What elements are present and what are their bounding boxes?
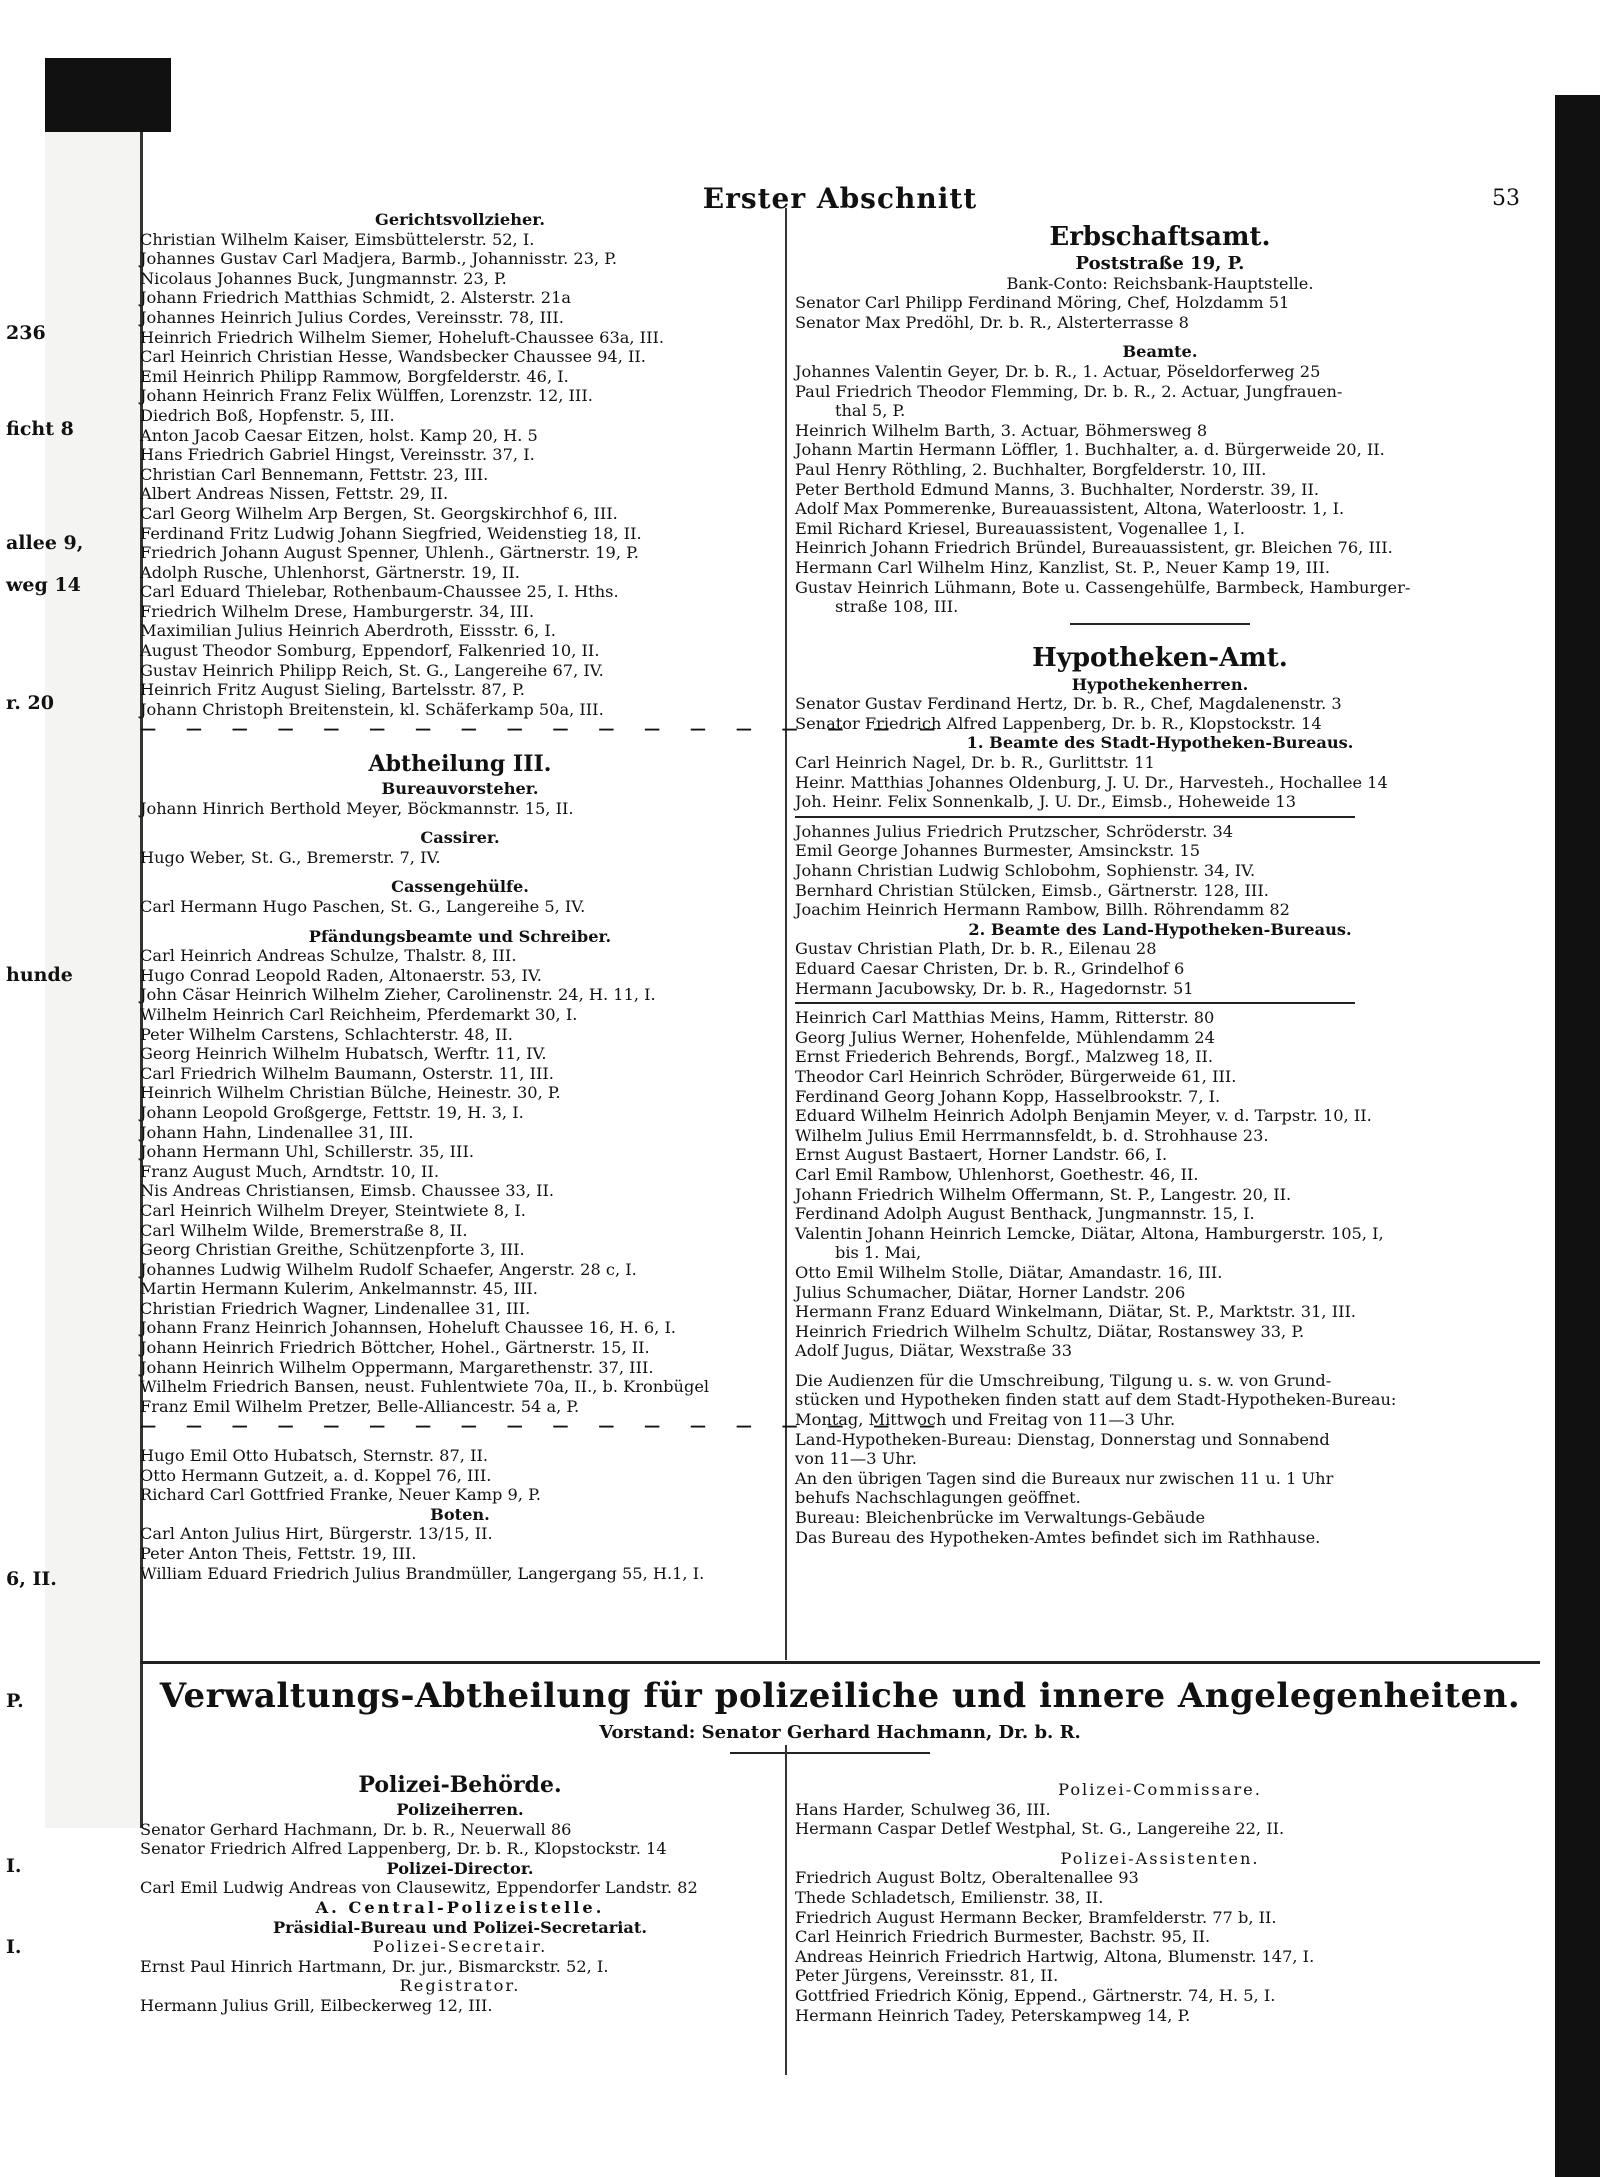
heading-assistenten: Polizei-Assistenten.	[1060, 1848, 1260, 1868]
dash-separator: — — — — — — — — — — — — — — — — — —	[140, 1416, 948, 1436]
list-item: Carl Eduard Thielebar, Rothenbaum-Chaussee 25, I. Hths.	[140, 582, 619, 602]
margin-fragment: I.	[6, 1936, 22, 1958]
left-margin-fragments	[0, 0, 135, 2177]
list-item: Hugo Conrad Leopold Raden, Altonaerstr. 53, IV.	[140, 965, 542, 985]
list-item: Senator Max Predöhl, Dr. b. R., Alsterterrasse 8	[795, 312, 1189, 332]
heading-pfaendungsbeamte: Pfändungsbeamte und Schreiber.	[308, 926, 612, 946]
column-divider	[785, 208, 787, 1660]
list-item: Nicolaus Johannes Buck, Jungmannstr. 23, P.	[140, 268, 507, 288]
list-item: Heinrich Friedrich Wilhelm Siemer, Hoheluft-Chaussee 63a, III.	[140, 327, 665, 347]
list-item: Ferdinand Adolph August Benthack, Jungmannstr. 15, I.	[795, 1204, 1255, 1224]
list-item: Christian Friedrich Wagner, Lindenallee 31, III.	[140, 1298, 531, 1318]
list-item: Heinrich Carl Matthias Meins, Hamm, Ritterstr. 80	[795, 1008, 1215, 1028]
list-item: Diedrich Boß, Hopfenstr. 5, III.	[140, 405, 395, 425]
right-column	[795, 220, 1525, 1547]
dash-separator: — — — — — — — — — — — — — — — — — —	[140, 719, 948, 739]
list-item: Carl Heinrich Andreas Schulze, Thalstr. 8, III.	[140, 946, 517, 966]
erbschaftsamt-address: Poststraße 19, P.	[1075, 253, 1245, 274]
list-item: Hermann Franz Eduard Winkelmann, Diätar, St. P., Marktstr. 31, III.	[795, 1302, 1357, 1322]
list-polizeiherren	[140, 1820, 780, 1859]
list-item: Senator Carl Philipp Ferdinand Möring, Chef, Holzdamm 51	[795, 293, 1290, 313]
list-item: Johannes Gustav Carl Madjera, Barmb., Johannisstr. 23, P.	[140, 249, 618, 269]
list-item: bis 1. Mai,	[835, 1243, 922, 1263]
list-beamte	[795, 362, 1525, 617]
list-item: Georg Heinrich Wilhelm Hubatsch, Werftr. 11, IV.	[140, 1044, 547, 1064]
list-item: Peter Jürgens, Vereinsstr. 81, II.	[795, 1966, 1059, 1986]
list-item: Hans Harder, Schulweg 36, III.	[795, 1799, 1051, 1819]
list-item: Hans Friedrich Gabriel Hingst, Vereinsstr. 37, I.	[140, 445, 535, 465]
list-item: Friedrich Johann August Spenner, Uhlenh., Gärtnerstr. 19, P.	[140, 543, 639, 563]
list-stadt	[795, 753, 1525, 812]
list-item: Adolf Jugus, Diätar, Wexstraße 33	[795, 1341, 1072, 1361]
list-item: Christian Carl Bennemann, Fettstr. 23, III.	[140, 464, 489, 484]
heading-land-bureau: 2. Beamte des Land-Hypotheken-Bureaus.	[968, 919, 1352, 939]
heading-polizei-behoerde: Polizei-Behörde.	[358, 1772, 562, 1798]
list-item: Bernhard Christian Stülcken, Eimsb., Gärtnerstr. 128, III.	[795, 880, 1269, 900]
list-item: Das Bureau des Hypotheken-Amtes befindet sich im Rathhause.	[795, 1527, 1321, 1547]
heading-hypothekenherren: Hypothekenherren.	[1071, 674, 1249, 694]
list-item: John Cäsar Heinrich Wilhelm Zieher, Carolinenstr. 24, H. 11, I.	[140, 985, 656, 1005]
list-item: thal 5, P.	[835, 401, 906, 421]
list-item: Otto Emil Wilhelm Stolle, Diätar, Amandastr. 16, III.	[795, 1262, 1223, 1282]
list-item: behufs Nachschlagungen geöffnet.	[795, 1488, 1081, 1508]
list-item: Die Audienzen für die Umschreibung, Tilgung u. s. w. von Grund-	[795, 1370, 1332, 1390]
list-item: Johann Christian Ludwig Schlobohm, Sophienstr. 34, IV.	[795, 861, 1256, 881]
divider	[795, 1002, 1355, 1004]
list-item: Carl Hermann Hugo Paschen, St. G., Langereihe 5, IV.	[140, 897, 586, 916]
list-item: William Eduard Friedrich Julius Brandmüller, Langergang 55, H.1, I.	[140, 1563, 705, 1583]
bottom-section-title: Verwaltungs-Abtheilung für polizeiliche und innere Angelegenheiten.	[159, 1676, 1521, 1716]
list-land-2	[795, 1008, 1525, 1361]
list-item: Emil Richard Kriesel, Bureauassistent, Vogenallee 1, I.	[795, 518, 1245, 538]
heading-hypotheken-amt: Hypotheken-Amt.	[1032, 642, 1288, 673]
list-item: Heinr. Matthias Johannes Oldenburg, J. U. Dr., Harvesteh., Hochallee 14	[795, 772, 1388, 792]
heading-commissare: Polizei-Commissare.	[1058, 1780, 1262, 1799]
margin-fragment: P.	[6, 1690, 24, 1712]
list-extra	[140, 1446, 780, 1505]
list-item: Hugo Weber, St. G., Bremerstr. 7, IV.	[140, 847, 441, 867]
list-item: Bureau: Bleichenbrücke im Verwaltungs-Gebäude	[795, 1508, 1206, 1528]
list-item: Hermann Carl Wilhelm Hinz, Kanzlist, St. P., Neuer Kamp 19, III.	[795, 557, 1330, 577]
list-registrator	[140, 1996, 780, 2016]
list-item: Thede Schladetsch, Emilienstr. 38, II.	[795, 1887, 1104, 1907]
list-item: Adolph Rusche, Uhlenhorst, Gärtnerstr. 19, II.	[140, 562, 520, 582]
margin-fragment: allee 9,	[6, 532, 84, 554]
list-item: Emil George Johannes Burmester, Amsinckstr. 15	[795, 841, 1201, 861]
list-item: Johann Friedrich Matthias Schmidt, 2. Alsterstr. 21a	[140, 288, 572, 308]
bottom-left-column	[140, 1770, 780, 2016]
list-item: Johann Heinrich Wilhelm Oppermann, Margarethenstr. 37, III.	[140, 1357, 654, 1377]
list-item: Maximilian Julius Heinrich Aberdroth, Eissstr. 6, I.	[140, 621, 556, 641]
list-item: Carl Wilhelm Wilde, Bremerstraße 8, II.	[140, 1220, 468, 1240]
list-item: Eduard Wilhelm Heinrich Adolph Benjamin Meyer, v. d. Tarpstr. 10, II.	[795, 1106, 1372, 1126]
list-item: Georg Julius Werner, Hohenfelde, Mühlendamm 24	[795, 1027, 1215, 1047]
section-rule	[140, 1661, 1540, 1664]
list-item: Friedrich August Hermann Becker, Bramfelderstr. 77 b, II.	[795, 1907, 1277, 1927]
list-boten	[140, 1524, 780, 1583]
list-item: Julius Schumacher, Diätar, Horner Landstr. 206	[795, 1282, 1186, 1302]
list-item: Johann Heinrich Friedrich Böttcher, Hohel., Gärtnerstr. 15, II.	[140, 1338, 650, 1358]
list-item: Martin Hermann Kulerim, Ankelmannstr. 45, III.	[140, 1279, 538, 1299]
list-item: Gustav Heinrich Lühmann, Bote u. Cassengehülfe, Barmbeck, Hamburger-	[795, 577, 1411, 597]
list-item: Theodor Carl Heinrich Schröder, Bürgerweide 61, III.	[795, 1066, 1237, 1086]
list-item: Johann Friedrich Wilhelm Offermann, St. P., Langestr. 20, II.	[795, 1184, 1292, 1204]
heading-cassengehuelfe: Cassengehülfe.	[391, 877, 529, 897]
list-hypothekenherren	[795, 694, 1525, 733]
heading-polizei-director: Polizei-Director.	[386, 1858, 534, 1878]
list-item: Heinrich Wilhelm Christian Bülche, Heinestr. 30, P.	[140, 1083, 561, 1103]
divider	[730, 1752, 930, 1754]
divider	[795, 816, 1355, 818]
list-item: Johann Franz Heinrich Johannsen, Hoheluft Chaussee 16, H. 6, I.	[140, 1318, 676, 1338]
list-item: von 11—3 Uhr.	[795, 1449, 917, 1469]
list-assistenten	[795, 1868, 1525, 2025]
list-item: Peter Berthold Edmund Manns, 3. Buchhalter, Norderstr. 39, II.	[795, 479, 1320, 499]
list-item: Johann Heinrich Franz Felix Wülffen, Lorenzstr. 12, III.	[140, 386, 593, 406]
list-item: August Theodor Somburg, Eppendorf, Falkenried 10, II.	[140, 641, 600, 661]
list-item: Richard Carl Gottfried Franke, Neuer Kamp 9, P.	[140, 1485, 541, 1505]
list-item: Ernst Paul Hinrich Hartmann, Dr. jur., Bismarckstr. 52, I.	[140, 1956, 609, 1976]
heading-erbschaftsamt: Erbschaftsamt.	[1049, 222, 1271, 252]
list-item: Carl Heinrich Nagel, Dr. b. R., Gurlittstr. 11	[795, 753, 1155, 773]
list-item: Carl Emil Rambow, Uhlenhorst, Goethestr. 46, II.	[795, 1164, 1199, 1184]
list-item: Wilhelm Heinrich Carl Reichheim, Pferdemarkt 30, I.	[140, 1004, 578, 1024]
list-senators	[795, 293, 1525, 332]
list-item: Senator Gerhard Hachmann, Dr. b. R., Neuerwall 86	[140, 1819, 572, 1839]
list-item: Senator Friedrich Alfred Lappenberg, Dr. b. R., Klopstockstr. 14	[140, 1839, 667, 1859]
list-item: Heinrich Friedrich Wilhelm Schultz, Diätar, Rostanswey 33, P.	[795, 1321, 1305, 1341]
list-item: Johann Martin Hermann Löffler, 1. Buchhalter, a. d. Bürgerweide 20, II.	[795, 440, 1385, 460]
list-item: Otto Hermann Gutzeit, a. d. Koppel 76, III.	[140, 1465, 492, 1485]
list-item: Albert Andreas Nissen, Fettstr. 29, II.	[140, 484, 449, 504]
list-item: Carl Heinrich Wilhelm Dreyer, Steintwiete 8, I.	[140, 1200, 526, 1220]
list-item: Wilhelm Friedrich Bansen, neust. Fuhlentwiete 70a, II., b. Kronbügel	[140, 1377, 710, 1397]
heading-praesidial: Präsidial-Bureau und Polizei-Secretariat.	[272, 1917, 648, 1937]
list-item: Carl Heinrich Christian Hesse, Wandsbecker Chaussee 94, II.	[140, 347, 646, 367]
list-item: stücken und Hypotheken finden statt auf dem Stadt-Hypotheken-Bureau:	[795, 1390, 1397, 1410]
bank-conto: Bank-Conto: Reichsbank-Hauptstelle.	[1006, 273, 1314, 293]
list-item: Johann Leopold Großgerge, Fettstr. 19, H. 3, I.	[140, 1102, 524, 1122]
margin-fragment: 236	[6, 322, 46, 344]
list-item: Eduard Caesar Christen, Dr. b. R., Grindelhof 6	[795, 959, 1185, 978]
list-item: Peter Anton Theis, Fettstr. 19, III.	[140, 1544, 417, 1563]
heading-beamte: Beamte.	[1122, 342, 1198, 362]
list-item: Joh. Heinr. Felix Sonnenkalb, J. U. Dr., Eimsb., Hoheweide 13	[795, 792, 1296, 812]
margin-fragment: ficht 8	[6, 418, 74, 440]
list-item: Andreas Heinrich Friedrich Hartwig, Altona, Blumenstr. 147, I.	[795, 1946, 1315, 1966]
notes	[795, 1371, 1525, 1547]
list-item: Franz August Much, Arndtstr. 10, II.	[140, 1161, 439, 1181]
list-item: Johann Hahn, Lindenallee 31, III.	[140, 1122, 414, 1142]
list-commissare	[795, 1800, 1525, 1839]
list-item: Montag, Mittwoch und Freitag von 11—3 Uhr.	[795, 1410, 1176, 1430]
list-item: Franz Emil Wilhelm Pretzer, Belle-Alliancestr. 54 a, P.	[140, 1396, 580, 1416]
list-land	[795, 939, 1525, 998]
list-item: Carl Georg Wilhelm Arp Bergen, St. Georgskirchhof 6, III.	[140, 503, 618, 523]
list-item: Wilhelm Julius Emil Herrmannsfeldt, b. d. Strohhause 23.	[795, 1125, 1269, 1145]
list-item: Johannes Ludwig Wilhelm Rudolf Schaefer, Angerstr. 28 c, I.	[140, 1259, 637, 1279]
scan-border-right	[1555, 95, 1600, 2177]
list-item: Friedrich August Boltz, Oberaltenallee 93	[795, 1868, 1139, 1888]
heading-polizeiherren: Polizeiherren.	[396, 1800, 524, 1819]
list-item: Paul Henry Röthling, 2. Buchhalter, Borgfelderstr. 10, III.	[795, 459, 1267, 479]
heading-stadt-bureau: 1. Beamte des Stadt-Hypotheken-Bureaus.	[966, 733, 1354, 753]
list-item: Johann Hinrich Berthold Meyer, Böckmannstr. 15, II.	[140, 798, 574, 818]
list-item: Peter Wilhelm Carstens, Schlachterstr. 48, II.	[140, 1024, 513, 1044]
list-item: Johannes Heinrich Julius Cordes, Vereinsstr. 78, III.	[140, 307, 564, 327]
list-item: Emil Heinrich Philipp Rammow, Borgfelderstr. 46, I.	[140, 366, 569, 386]
list-item: Gustav Christian Plath, Dr. b. R., Eilenau 28	[795, 939, 1157, 959]
list-item: Georg Christian Greithe, Schützenpforte 3, III.	[140, 1240, 525, 1260]
heading-secretair: Polizei-Secretair.	[372, 1937, 548, 1957]
heading-cassirer: Cassirer.	[420, 828, 500, 848]
list-item: Ferdinand Fritz Ludwig Johann Siegfried, Weidenstieg 18, II.	[140, 523, 642, 543]
list-item: Johannes Valentin Geyer, Dr. b. R., 1. Actuar, Pöseldorferweg 25	[795, 361, 1321, 381]
bottom-right-column	[795, 1770, 1525, 2025]
margin-fragment: hunde	[6, 964, 73, 986]
margin-fragment: weg 14	[6, 574, 81, 596]
margin-fragment: I.	[6, 1855, 22, 1877]
list-item: Senator Friedrich Alfred Lappenberg, Dr. b. R., Klopstockstr. 14	[795, 713, 1322, 733]
list-item: Carl Anton Julius Hirt, Bürgerstr. 13/15, II.	[140, 1524, 493, 1544]
list-item: Adolf Max Pommerenke, Bureauassistent, Altona, Waterloostr. 1, I.	[795, 499, 1345, 519]
list-item: Christian Wilhelm Kaiser, Eimsbüttelerstr. 52, I.	[140, 229, 535, 249]
list-stadt-2	[795, 822, 1525, 920]
list-item: Friedrich Wilhelm Drese, Hamburgerstr. 34, III.	[140, 601, 535, 621]
vorstand-line: Vorstand: Senator Gerhard Hachmann, Dr. b. R.	[599, 1722, 1081, 1743]
column-divider	[785, 1745, 787, 2075]
list-item: straße 108, III.	[835, 597, 959, 617]
heading-bureauvorsteher: Bureauvorsteher.	[381, 779, 539, 799]
list-secretair	[140, 1957, 780, 1977]
page-number: 53	[1492, 186, 1520, 211]
margin-fragment: 6, II.	[6, 1568, 57, 1590]
list-item: Johann Hermann Uhl, Schillerstr. 35, III.	[140, 1142, 474, 1162]
list-item: Anton Jacob Caesar Eitzen, holst. Kamp 20, H. 5	[140, 425, 538, 445]
heading-registrator: Registrator.	[399, 1976, 521, 1996]
divider	[1070, 623, 1250, 625]
list-item: Hermann Julius Grill, Eilbeckerweg 12, III.	[140, 1995, 493, 2015]
list-item: Johann Christoph Breitenstein, kl. Schäferkamp 50a, III.	[140, 699, 604, 719]
list-item: Hermann Jacubowsky, Dr. b. R., Hagedornstr. 51	[795, 978, 1194, 998]
list-item: Joachim Heinrich Hermann Rambow, Billh. Röhrendamm 82	[795, 900, 1290, 920]
section-header: Erster Abschnitt	[702, 182, 978, 215]
list-item: Hugo Emil Otto Hubatsch, Sternstr. 87, II.	[140, 1446, 489, 1466]
heading-abtheilung: Abtheilung III.	[368, 751, 552, 778]
heading-central-polizeistelle: A. Central-Polizeistelle.	[315, 1897, 605, 1917]
list-item: Valentin Johann Heinrich Lemcke, Diätar, Altona, Hamburgerstr. 105, I,	[795, 1223, 1384, 1243]
list-item: Gustav Heinrich Philipp Reich, St. G., Langereihe 67, IV.	[140, 660, 604, 680]
list-item: Johannes Julius Friedrich Prutzscher, Schröderstr. 34	[795, 821, 1234, 841]
list-item: Senator Gustav Ferdinand Hertz, Dr. b. R., Chef, Magdalenenstr. 3	[795, 694, 1342, 714]
list-item: Hermann Heinrich Tadey, Peterskampweg 14, P.	[795, 2005, 1191, 2025]
list-item: Land-Hypotheken-Bureau: Dienstag, Donnerstag und Sonnabend	[795, 1429, 1330, 1449]
list-item: Ernst Friederich Behrends, Borgf., Malzweg 18, II.	[795, 1047, 1214, 1067]
heading-boten: Boten.	[430, 1504, 490, 1524]
list-item: Heinrich Johann Friedrich Bründel, Bureauassistent, gr. Bleichen 76, III.	[795, 538, 1393, 558]
list-pfaendungsbeamte	[140, 946, 780, 1416]
list-item: Carl Emil Ludwig Andreas von Clausewitz, Eppendorfer Landstr. 82	[140, 1878, 698, 1898]
list-item: Carl Friedrich Wilhelm Baumann, Osterstr. 11, III.	[140, 1063, 554, 1083]
list-item: Nis Andreas Christiansen, Eimsb. Chaussee 33, II.	[140, 1181, 555, 1201]
list-director	[140, 1878, 780, 1898]
heading-gerichtsvollzieher: Gerichtsvollzieher.	[375, 210, 545, 229]
list-item: Hermann Caspar Detlef Westphal, St. G., Langereihe 22, II.	[795, 1819, 1285, 1839]
list-item: Heinrich Wilhelm Barth, 3. Actuar, Böhmersweg 8	[795, 420, 1208, 440]
list-item: Gottfried Friedrich König, Eppend., Gärtnerstr. 74, H. 5, I.	[795, 1985, 1276, 2005]
margin-fragment: r. 20	[6, 692, 54, 714]
list-item: Paul Friedrich Theodor Flemming, Dr. b. R., 2. Actuar, Jungfrauen-	[795, 381, 1343, 401]
list-item: Ernst August Bastaert, Horner Landstr. 66, I.	[795, 1145, 1168, 1165]
list-item: Ferdinand Georg Johann Kopp, Hasselbrookstr. 7, I.	[795, 1086, 1221, 1106]
list-gerichtsvollzieher	[140, 230, 780, 720]
list-item: An den übrigen Tagen sind die Bureaux nur zwischen 11 u. 1 Uhr	[795, 1468, 1334, 1488]
page	[130, 120, 1550, 2100]
list-item: Heinrich Fritz August Sieling, Bartelsstr. 87, P.	[140, 680, 525, 700]
list-item: Carl Heinrich Friedrich Burmester, Bachstr. 95, II.	[795, 1927, 1211, 1947]
